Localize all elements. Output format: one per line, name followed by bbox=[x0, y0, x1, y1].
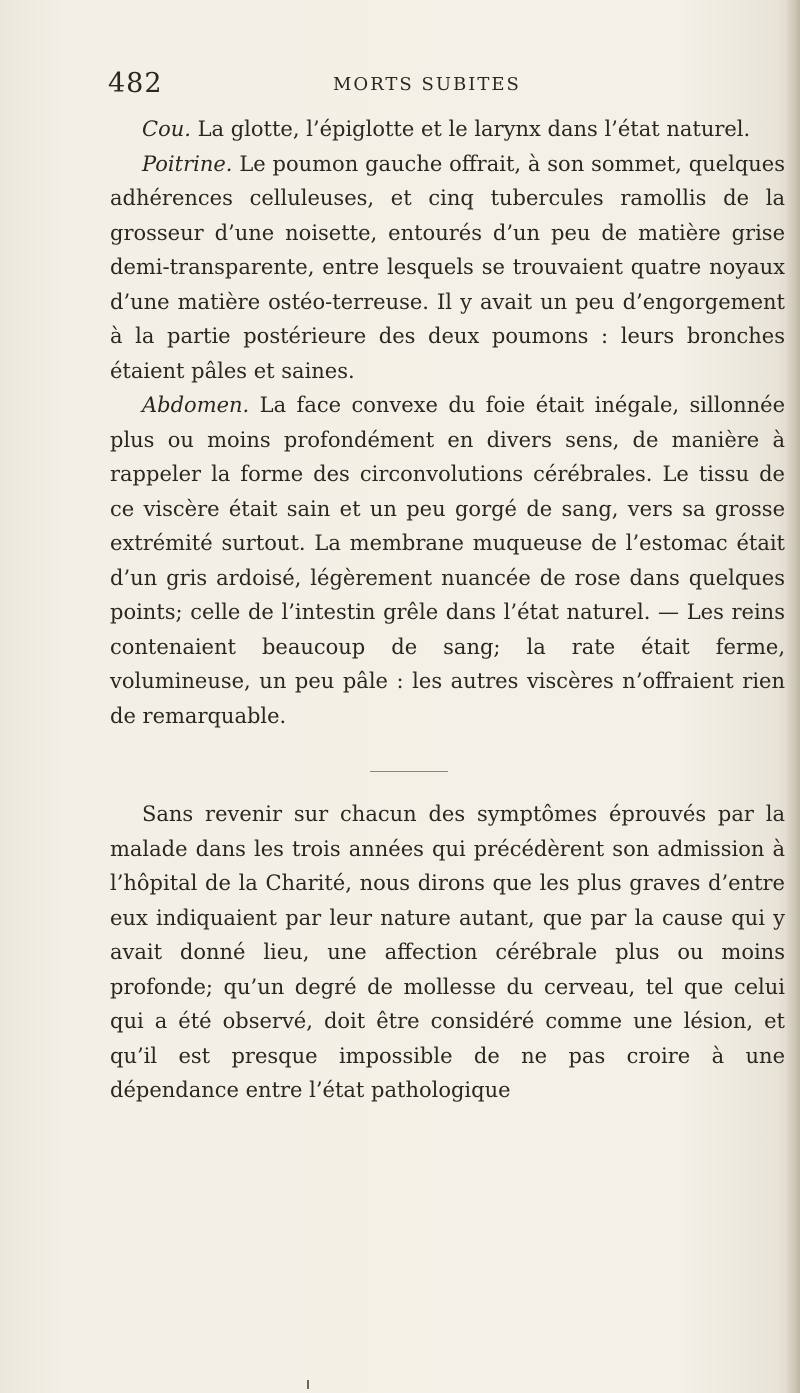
paragraph-text: La face convexe du foie était inégale, sillonnée plus ou moins profondément en divers sens, de manière à rappeler la forme des circonvolutions cérébrales. Le tissu de ce viscère était sain et un peu gorgé de sang, vers sa grosse extrémité surtout. La membrane muqueuse de l’estomac était d’un gris ardoisé, légèrement nuancée de rose dans quelques points; celle de l’intestin grêle dans l’état naturel. — Les reins contenaient beaucoup de sang; la rate était ferme, volumineuse, un peu pâle : les autres viscères n’offraient rien de remarquable. bbox=[110, 393, 785, 728]
paragraph-cou bbox=[110, 112, 785, 147]
closing-paragraph: Sans revenir sur chacun des symptômes éprouvés par la malade dans les trois années qui précédèrent son admission à l’hôpital de la Charité, nous dirons que les plus graves d’entre eux indiquaient par leur nature autant, que par la cause qui y avait donné lieu, une affection cérébrale plus ou moins profonde; qu’un degré de mollesse du cerveau, tel que celui qui a été observé, doit être considéré comme une lésion, et qu’il est presque impossible de ne pas croire à une dépendance entre l’état pathologique bbox=[110, 802, 785, 1102]
main-text bbox=[110, 112, 785, 733]
section-lead-cou: Cou. bbox=[142, 117, 191, 141]
page-number: 482 bbox=[108, 68, 163, 99]
printer-mark bbox=[307, 1380, 309, 1389]
section-lead-abdomen: Abdomen. bbox=[142, 393, 250, 417]
paragraph-text: Le poumon gauche offrait, à son sommet, quelques adhérences celluleuses, et cinq tubercules ramollis de la grosseur d’une noisette, entourés d’un peu de matière grise demi-transparente, entre lesquels se trouvaient quatre noyaux d’une matière ostéo-terreuse. Il y avait un peu d’engorgement à la partie postérieure des deux poumons : leurs bronches étaient pâles et saines. bbox=[110, 151, 785, 383]
running-head: MORTS SUBITES bbox=[333, 74, 521, 95]
closing-text bbox=[110, 797, 785, 1108]
paragraph-poitrine bbox=[110, 147, 785, 389]
paragraph-text: La glotte, l’épiglotte et le larynx dans l’état naturel. bbox=[190, 117, 751, 141]
page-edge-shadow bbox=[786, 0, 800, 1393]
paragraph-abdomen bbox=[110, 388, 785, 733]
page-header bbox=[108, 68, 788, 108]
section-lead-poitrine: Poitrine. bbox=[142, 151, 233, 176]
section-divider bbox=[370, 771, 448, 772]
